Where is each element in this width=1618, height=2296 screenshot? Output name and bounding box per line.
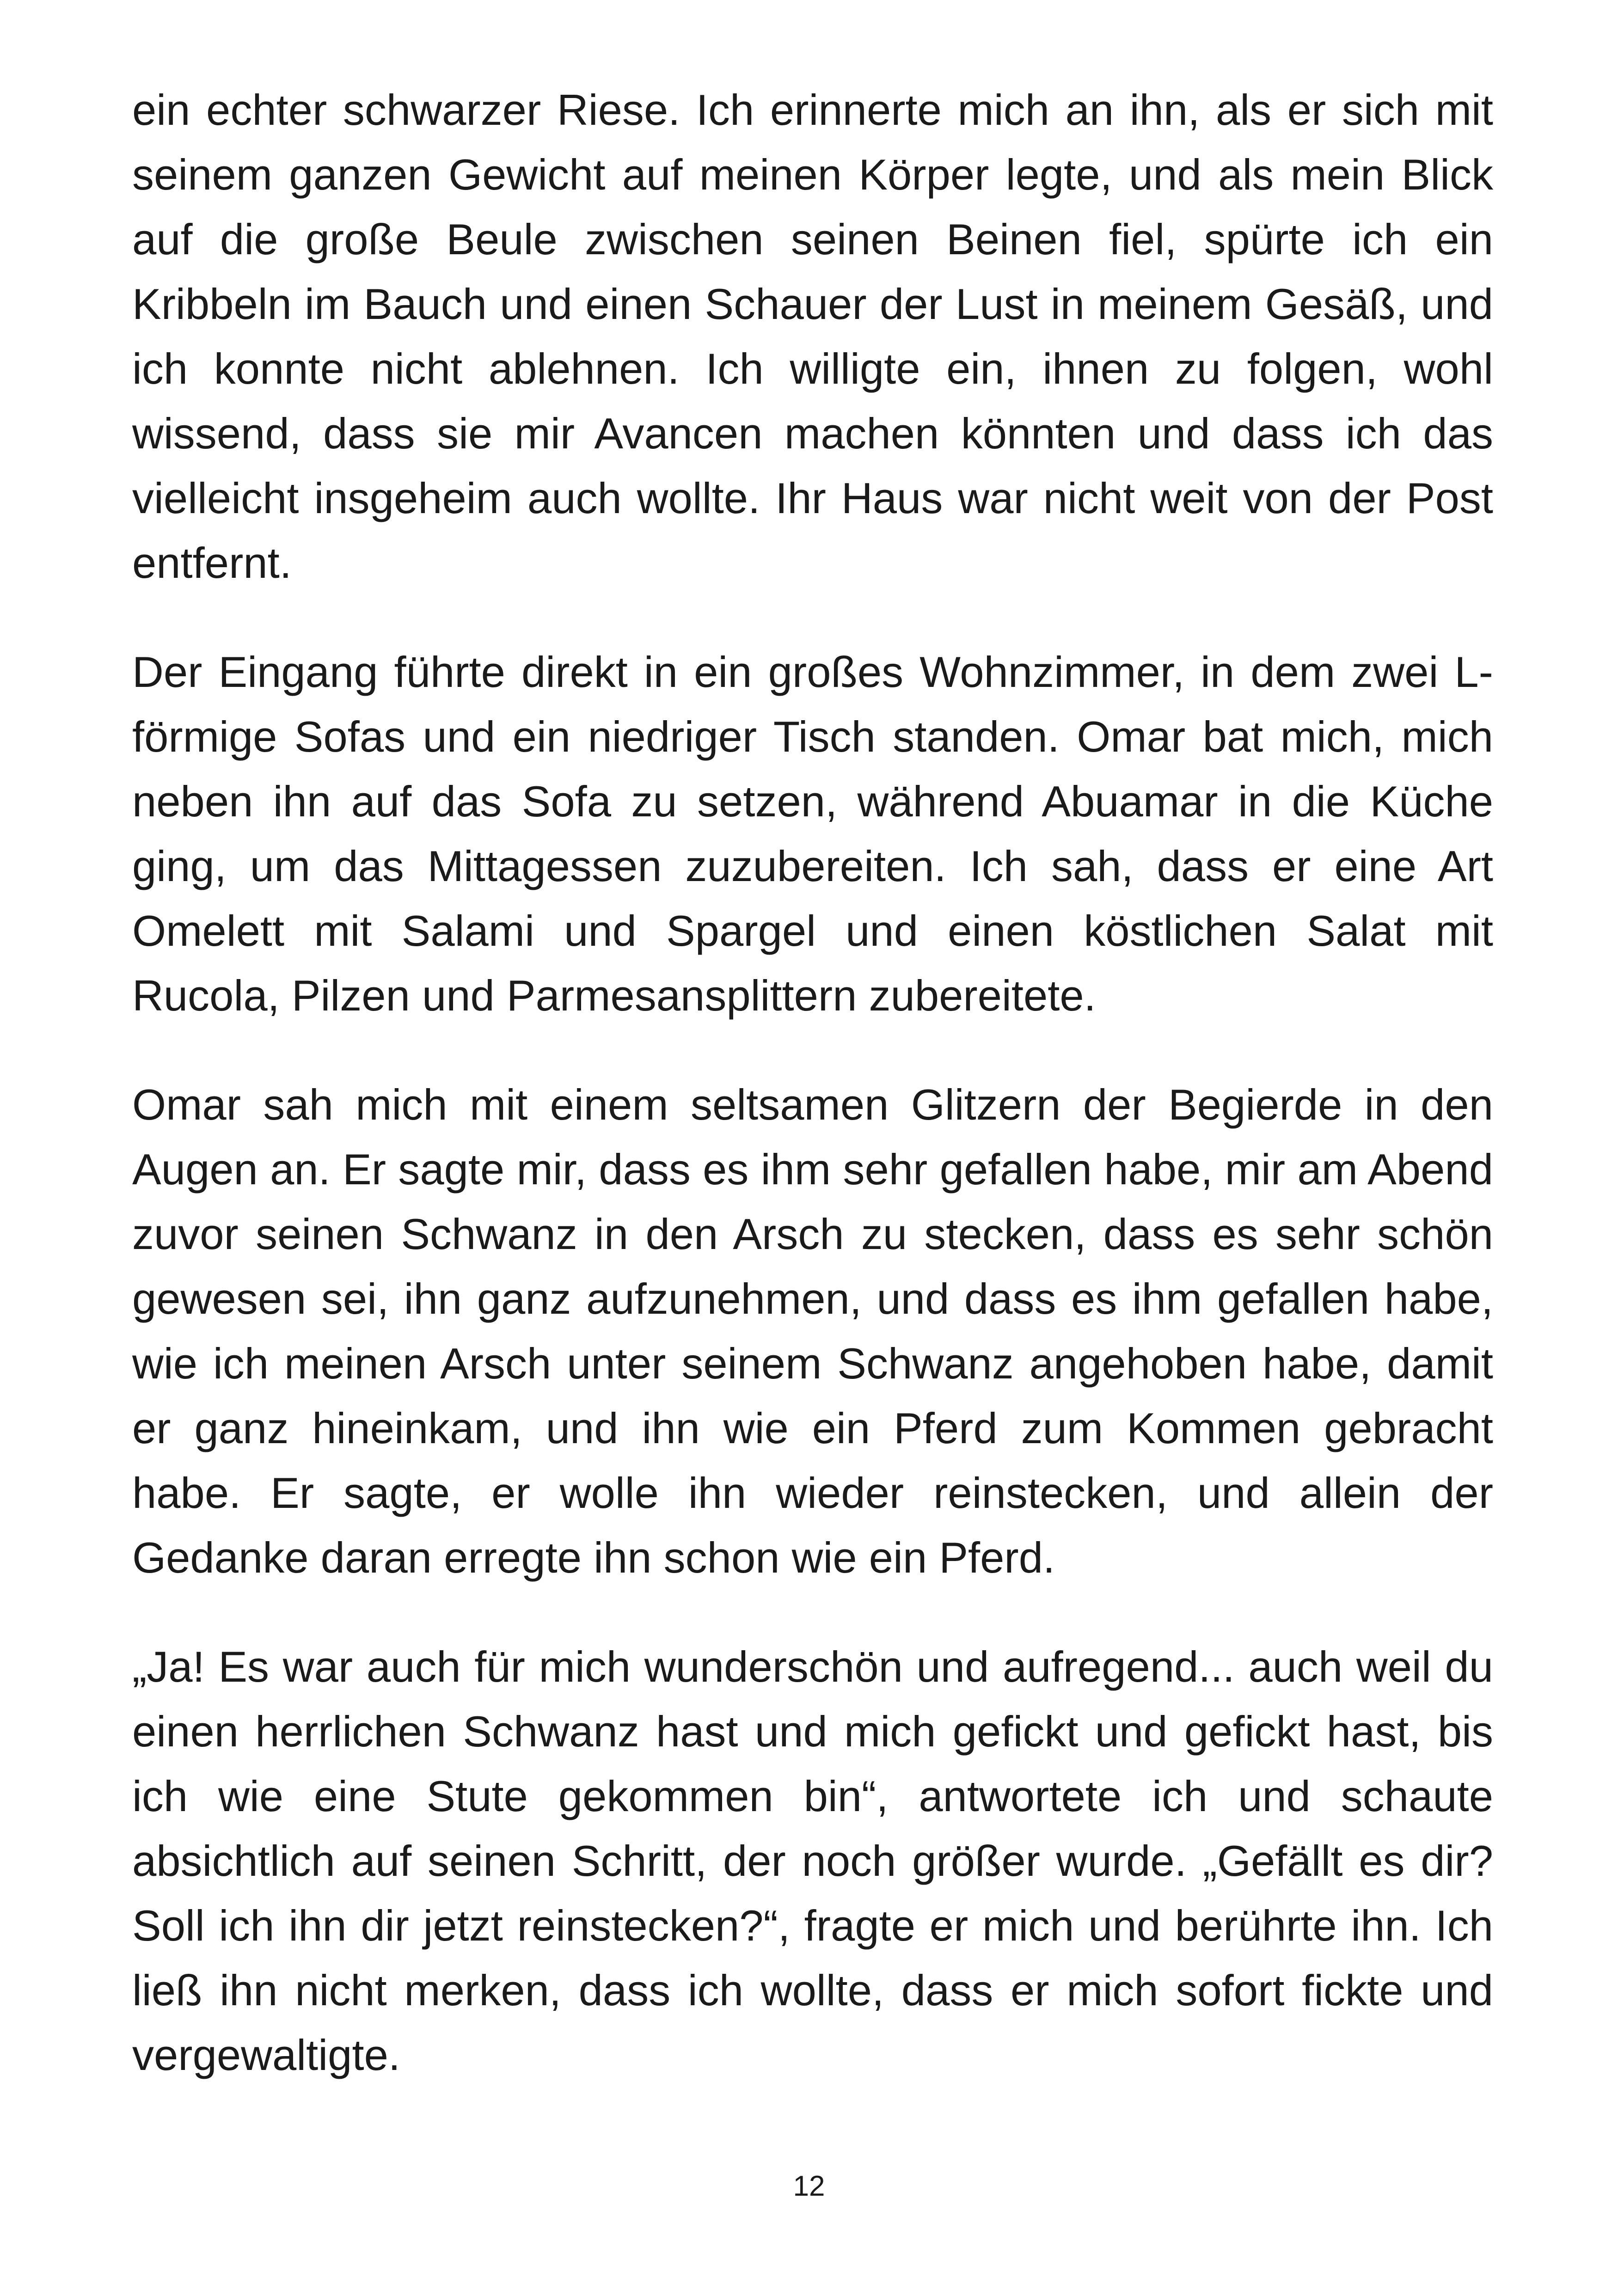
paragraph-4: „Ja! Es war auch für mich wunderschön und aufregend... auch weil du einen herrlichen Schwanz hast und mich gefickt und gefickt hast, bis ich wie eine Stute gekommen bin“, antwortete ich und schaute absichtlich auf seinen Schritt, der noch größer wurde. „Gefällt es dir? Soll ich ihn dir jetzt reinstecken?“, fragte er mich und berührte ihn. Ich ließ ihn nicht merken, dass ich wollte, dass er mich sofort fickte und vergewaltigte. (132, 1642, 1493, 2079)
body-text (132, 78, 1493, 2132)
page-number: 12 (793, 2170, 825, 2202)
paragraph-2: Der Eingang führte direkt in ein großes Wohnzimmer, in dem zwei L-förmige Sofas und ein niedriger Tisch standen. Omar bat mich, mich neben ihn auf das Sofa zu setzen, während Abuamar in die Küche ging, um das Mittagessen zuzubereiten. Ich sah, dass er eine Art Omelett mit Salami und Spargel und einen köstlichen Salat mit Rucola, Pilzen und Parmesansplittern zubereitete. (132, 648, 1493, 1020)
paragraph-1: ein echter schwarzer Riese. Ich erinnerte mich an ihn, als er sich mit seinem ganzen Gewicht auf meinen Körper legte, und als mein Blick auf die große Beule zwischen seinen Beinen fiel, spürte ich ein Kribbeln im Bauch und einen Schauer der Lust in meinem Gesäß, und ich konnte nicht ablehnen. Ich willigte ein, ihnen zu folgen, wohl wissend, dass sie mir Avancen machen könnten und dass ich das vielleicht insgeheim auch wollte. Ihr Haus war nicht weit von der Post entfernt. (132, 86, 1493, 587)
paragraph-3: Omar sah mich mit einem seltsamen Glitzern der Begierde in den Augen an. Er sagte mir, dass es ihm sehr gefallen habe, mir am Abend zuvor seinen Schwanz in den Arsch zu stecken, dass es sehr schön gewesen sei, ihn ganz aufzunehmen, und dass es ihm gefallen habe, wie ich meinen Arsch unter seinem Schwanz angehoben habe, damit er ganz hineinkam, und ihn wie ein Pferd zum Kommen gebracht habe. Er sagte, er wolle ihn wieder reinstecken, und allein der Gedanke daran erregte ihn schon wie ein Pferd. (132, 1080, 1493, 1582)
